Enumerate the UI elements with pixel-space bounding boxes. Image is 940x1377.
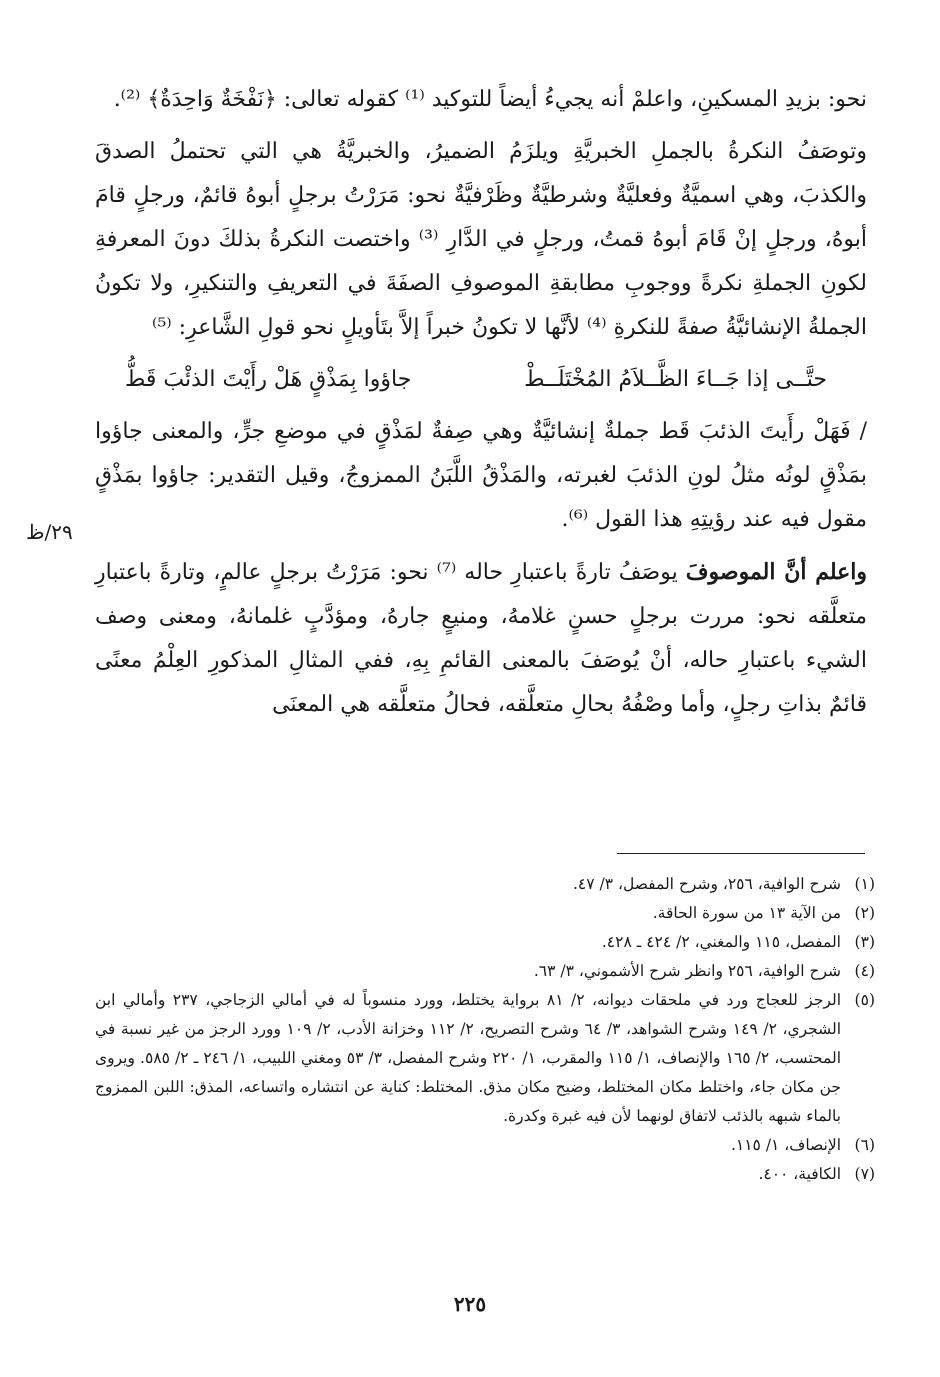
footnote-number: (٥) <box>854 991 875 1009</box>
paragraph-4-rest: يوصَفُ تارةً باعتبارِ حاله ⁽⁷⁾ نحو: مَرَرْتُ برجلٍ عالمٍ، وتارةً باعتبارِ متعلَّقه نحو: مررت برجلٍ حسنٍ غلامهُ، ومنيعٍ جارهُ، ومؤدَّبٍ غلمانهُ، ومعنى وصف الشيء باعتبارِ حاله، أنْ يُوصَفَ بالمعنى القائمِ بِهِ، ففي المثالِ المذكورِ العِلْمُ معنًى قائمٌ بذاتِ رجلٍ، وأما وصْفُهُ بحالِ متعلَّقه، فحالُ متعلَّقه هي المعنَى <box>95 560 867 717</box>
paragraph-1: نحو: بزيدِ المسكينِ، واعلمْ أنه يجيءُ أيضاً للتوكيد ⁽¹⁾ كقوله تعالى: ﴿نَفْخَةٌ وَاحِدَةٌ﴾ ⁽²⁾. <box>113 87 867 112</box>
footnote-number: (٤) <box>854 962 875 980</box>
footnotes <box>95 870 875 1189</box>
footnote-number: (١) <box>854 875 875 893</box>
footnote-item <box>95 1131 875 1160</box>
footnote-item <box>95 957 875 986</box>
footnote-item <box>95 870 875 899</box>
page-number: ٢٢٥ <box>453 1292 487 1316</box>
paragraph-3: / فَهَلْ رأَيتَ الذئبَ قَط جملةٌ إنشائيَّةٌ وهي صِفةٌ لمَذْقٍ في موضعِ جرٍّ، والمعنى جاؤوا بمَذْقٍ لونُه مثلُ لونِ الذئبَ لغبرته، والمَذْقُ اللَّبَنُ الممزوجُ، وقيل التقدير: جاؤوا بمَذْقٍ مقول فيه عند رؤيتِهِ هذا القول ⁽⁶⁾. <box>95 419 867 532</box>
footnote-item <box>95 928 875 957</box>
footnote-text: من الآية ١٣ من سورة الحاقة. <box>652 904 841 922</box>
footnote-item <box>95 1160 875 1189</box>
footnote-number: (٢) <box>854 904 875 922</box>
footnote-text: الرجز للعجاج ورد في ملحقات ديوانه، ٢/ ٨١ برواية يختلط، وورد منسوباً له في أمالي الزجاجي، ٢٣٧ وأمالي ابن الشجري، ٢/ ١٤٩ وشرح الشواهد، ٣/ ٦٤ وشرح التصريح، ٢/ ١١٢ وخزانة الأدب، ٢/ ١٠٩ وورد الرجز من غير نسبة في المحتسب، ٢/ ١٦٥ والإنصاف، ١/ ١١٥ والمقرب، ١/ ٢٢٠ وشرح المفصل، ٣/ ٥٣ ومغني اللبيب، ١/ ٢٤٦ ـ ٢/ ٥٨٥. ويروى جن مكان جاء، واختلط مكان المختلط، وضيح مكان مذق. المختلط: كناية عن انتشاره واتساعه، المذق: اللبن الممزوج بالماء شبهه بالذئب لاتفاق لونهما لأن فيه غبرة وكدرة. <box>95 991 842 1125</box>
main-text <box>95 78 867 735</box>
footnote-text: الإنصاف، ١/ ١١٥. <box>730 1136 841 1154</box>
poetry-verse <box>95 358 867 402</box>
footnote-text: شرح الوافية، ٢٥٦، وشرح المفصل، ٣/ ٤٧. <box>572 875 841 893</box>
manuscript-folio-marker: ٢٩/ظ <box>26 520 73 544</box>
verse-first-hemistich: حتَّــى إذا جَــاءَ الظَّــلاَمُ المُخْتَلَــطْ <box>524 367 827 392</box>
footnote-item <box>95 986 875 1131</box>
verse-second-hemistich: جاؤوا بِمَذْقٍ هَلْ رأَيْتَ الذئْبَ قَطُّ <box>125 367 412 392</box>
footnote-number: (٧) <box>854 1165 875 1183</box>
footnote-divider <box>617 853 865 854</box>
footnote-item <box>95 899 875 928</box>
paragraph-2: وتوصَفُ النكرةُ بالجملِ الخبريَّةِ ويلزَمُ الضميرُ، والخبريَّةُ هي التي تحتملُ الصدقَ والكذبَ، وهي اسميَّةٌ وفعليَّةٌ وشرطيَّةٌ وظَرْفيَّةٌ نحو: مَرَرْتُ برجلٍ أبوهُ قائمٌ، ورجلٍ قامَ أبوهُ، ورجلٍ إنْ قَامَ أبوهُ قمتُ، ورجلٍ في الدَّارِ ⁽³⁾ واختصت النكرةُ بذلكَ دونَ المعرفةِ لكونِ الجملةِ نكرةً ووجوبِ مطابقةِ الموصوفِ الصفَةَ في التعريفِ والتنكيرِ، ولا تكونُ الجملةُ الإنشائيَّةُ صفةً للنكرةِ ⁽⁴⁾ لأنَّها لا تكونُ خبراً إلاَّ بتَأويلٍ نحو قولِ الشَّاعرِ: ⁽⁵⁾ <box>95 139 867 340</box>
paragraph-4-lead: واعلم أنَّ الموصوفَ <box>685 559 867 585</box>
footnote-text: شرح الوافية، ٢٥٦ وانظر شرح الأشموني، ٣/ ٦٣. <box>533 962 841 980</box>
footnote-text: الكافية، ٤٠٠. <box>758 1165 841 1183</box>
footnote-number: (٣) <box>854 933 875 951</box>
paragraph-4 <box>95 550 867 727</box>
footnote-text: المفصل، ١١٥ والمغني، ٢/ ٤٢٤ ـ ٤٢٨. <box>601 933 841 951</box>
footnote-number: (٦) <box>854 1136 875 1154</box>
